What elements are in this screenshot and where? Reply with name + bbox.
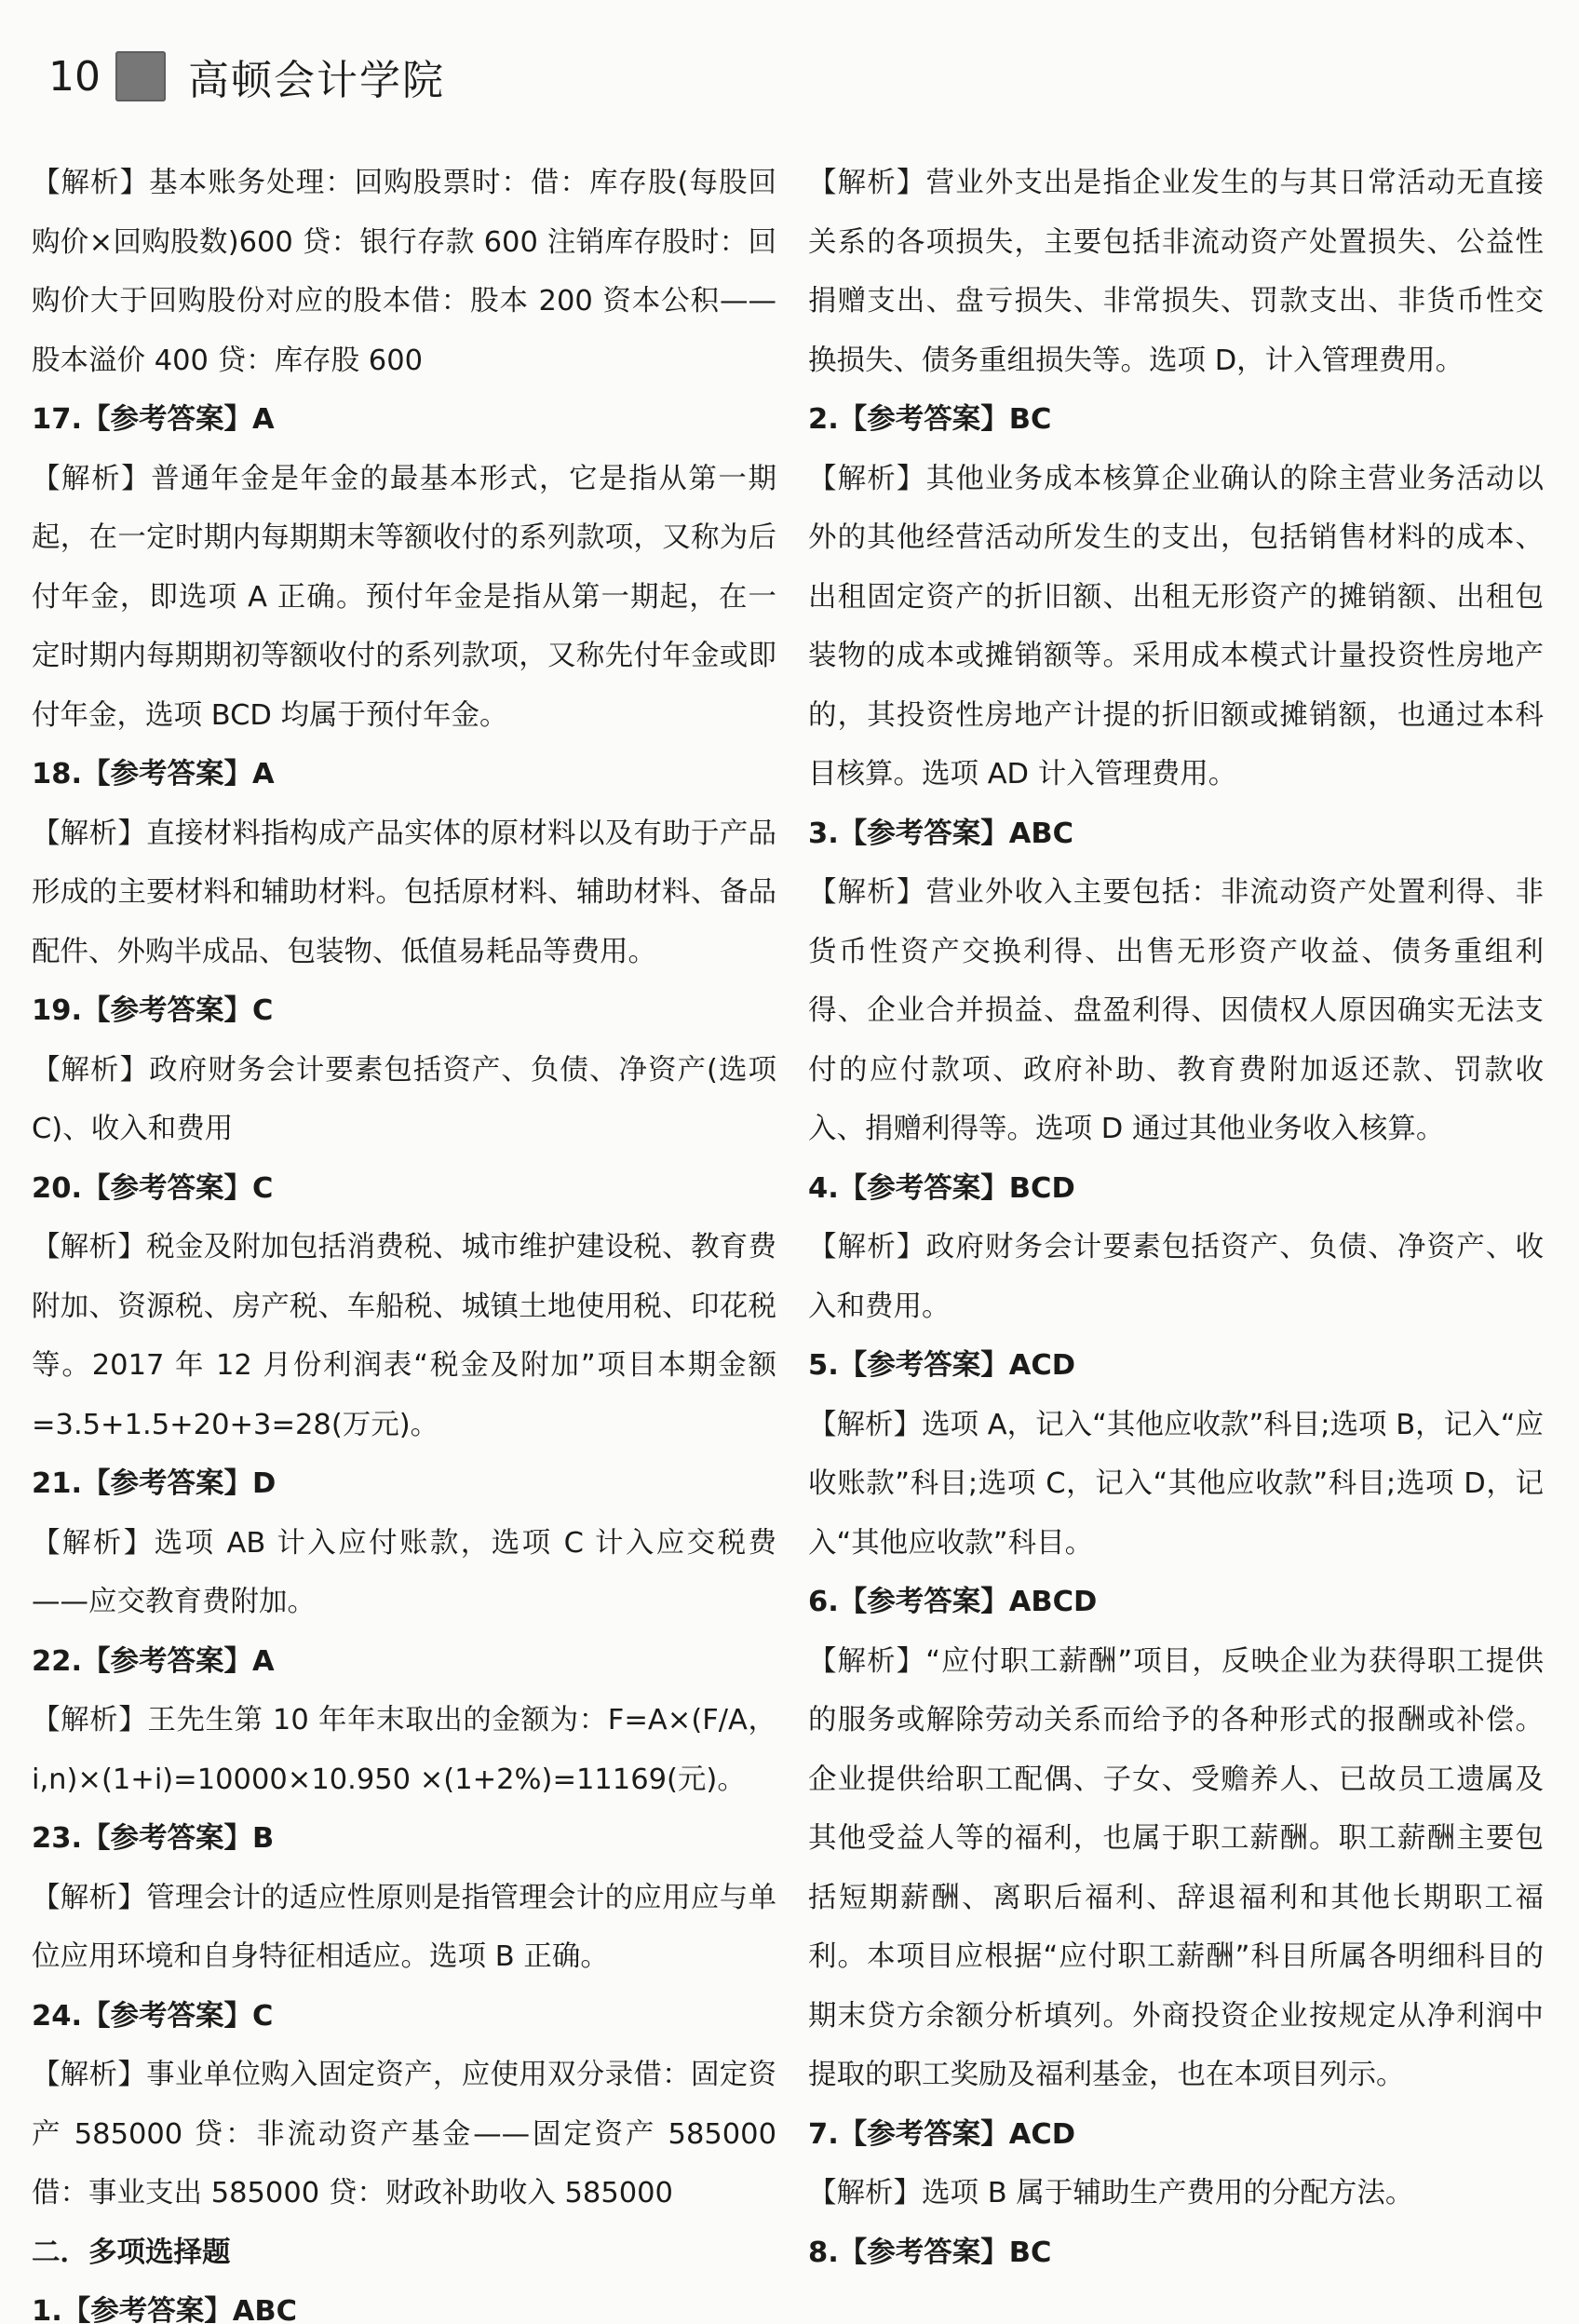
explanation-paragraph: 【解析】管理会计的适应性原则是指管理会计的应用应与单位应用环境和自身特征相适应。选项 B 正确。 <box>32 1881 776 1973</box>
answer-heading: 7.【参考答案】ACD <box>808 2117 1076 2151</box>
right-column <box>808 154 1544 2282</box>
answer-heading: 24.【参考答案】C <box>32 1999 274 2033</box>
left-column <box>32 154 776 2324</box>
answer-heading: 8.【参考答案】BC <box>808 2236 1052 2269</box>
explanation-paragraph: 【解析】普通年金是年金的最基本形式，它是指从第一期起，在一定时期内每期期末等额收付的系列款项，又称为后付年金，即选项 A 正确。预付年金是指从第一期起，在一定时期内每期期初等额收付的系列款项，又称先付年金或即付年金，选项 BCD 均属于预付年金。 <box>32 462 776 732</box>
explanation-paragraph: 【解析】选项 AB 计入应付账款，选项 C 计入应交税费——应交教育费附加。 <box>32 1526 776 1618</box>
explanation-paragraph: 【解析】其他业务成本核算企业确认的除主营业务活动以外的其他经营活动所发生的支出，包括销售材料的成本、出租固定资产的折旧额、出租无形资产的摊销额、出租包装物的成本或摊销额等。采用成本模式计量投资性房地产的，其投资性房地产计提的折旧额或摊销额，也通过本科目核算。选项 AD 计入管理费用。 <box>808 462 1544 790</box>
answer-heading: 2.【参考答案】BC <box>808 403 1052 436</box>
explanation-paragraph: 【解析】王先生第 10 年年末取出的金额为：F=A×(F/A，i,n)×(1+i)=10000×10.950 ×(1+2%)=11169(元)。 <box>32 1704 776 1796</box>
explanation-paragraph: 【解析】税金及附加包括消费税、城市维护建设税、教育费附加、资源税、房产税、车船税、城镇土地使用税、印花税等。2017 年 12 月份利润表“税金及附加”项目本期金额=3.5+1.5+20+3=28(万元)。 <box>32 1231 776 1441</box>
page-header <box>48 39 445 114</box>
answer-heading: 6.【参考答案】ABCD <box>808 1586 1098 1618</box>
explanation-paragraph: 【解析】直接材料指构成产品实体的原材料以及有助于产品形成的主要材料和辅助材料。包括原材料、辅助材料、备品配件、外购半成品、包装物、低值易耗品等费用。 <box>32 817 776 968</box>
explanation-paragraph: 【解析】政府财务会计要素包括资产、负债、净资产(选项 C)、收入和费用 <box>32 1053 776 1145</box>
answer-heading: 21.【参考答案】D <box>32 1467 277 1500</box>
answer-heading: 3.【参考答案】ABC <box>808 817 1074 850</box>
answer-heading: 19.【参考答案】C <box>32 994 274 1027</box>
explanation-paragraph: 【解析】“应付职工薪酬”项目，反映企业为获得职工提供的服务或解除劳动关系而给予的各种形式的报酬或补偿。企业提供给职工配偶、子女、受赡养人、已故员工遗属及其他受益人等的福利，也属于职工薪酬。职工薪酬主要包括短期薪酬、离职后福利、辞退福利和其他长期职工福利。本项目应根据“应付职工薪酬”科目所属各明细科目的期末贷方余额分析填列。外商投资企业按规定从净利润中提取的职工奖励及福利基金，也在本项目列示。 <box>808 1644 1544 2091</box>
answer-heading: 1.【参考答案】ABC <box>32 2295 298 2324</box>
section-title: 二．多项选择题 <box>32 2236 231 2269</box>
explanation-paragraph: 【解析】选项 B 属于辅助生产费用的分配方法。 <box>808 2177 1414 2209</box>
book-title: 高顿会计学院 <box>188 57 445 104</box>
explanation-paragraph: 【解析】基本账务处理：回购股票时：借：库存股(每股回购价×回购股数)600 贷：银行存款 600 注销库存股时：回购价大于回购股份对应的股本借：股本 200 资本公积——股本溢价 400 贷：库存股 600 <box>32 167 776 377</box>
answer-heading: 17.【参考答案】A <box>32 403 275 436</box>
answer-heading: 18.【参考答案】A <box>32 758 275 790</box>
square-block-icon <box>115 51 166 101</box>
answer-heading: 5.【参考答案】ACD <box>808 1349 1076 1382</box>
answer-heading: 4.【参考答案】BCD <box>808 1171 1075 1205</box>
answer-heading: 22.【参考答案】A <box>32 1644 275 1678</box>
page-number: 10 <box>48 52 101 101</box>
answer-heading: 20.【参考答案】C <box>32 1171 274 1205</box>
explanation-paragraph: 【解析】营业外支出是指企业发生的与其日常活动无直接关系的各项损失，主要包括非流动资产处置损失、公益性捐赠支出、盘亏损失、非常损失、罚款支出、非货币性交换损失、债务重组损失等。选项 D，计入管理费用。 <box>808 167 1544 377</box>
explanation-paragraph: 【解析】事业单位购入固定资产，应使用双分录借：固定资产 585000 贷：非流动资产基金——固定资产 585000 借：事业支出 585000 贷：财政补助收入 585000 <box>32 2059 776 2209</box>
explanation-paragraph: 【解析】政府财务会计要素包括资产、负债、净资产、收入和费用。 <box>808 1231 1544 1323</box>
explanation-paragraph: 【解析】选项 A，记入“其他应收款”科目;选项 B，记入“应收账款”科目;选项 C，记入“其他应收款”科目;选项 D，记入“其他应收款”科目。 <box>808 1408 1544 1560</box>
explanation-paragraph: 【解析】营业外收入主要包括：非流动资产处置利得、非货币性资产交换利得、出售无形资产收益、债务重组利得、企业合并损益、盘盈利得、因债权人原因确实无法支付的应付款项、政府补助、教育费附加返还款、罚款收入、捐赠利得等。选项 D 通过其他业务收入核算。 <box>808 876 1544 1145</box>
answer-heading: 23.【参考答案】B <box>32 1822 275 1855</box>
